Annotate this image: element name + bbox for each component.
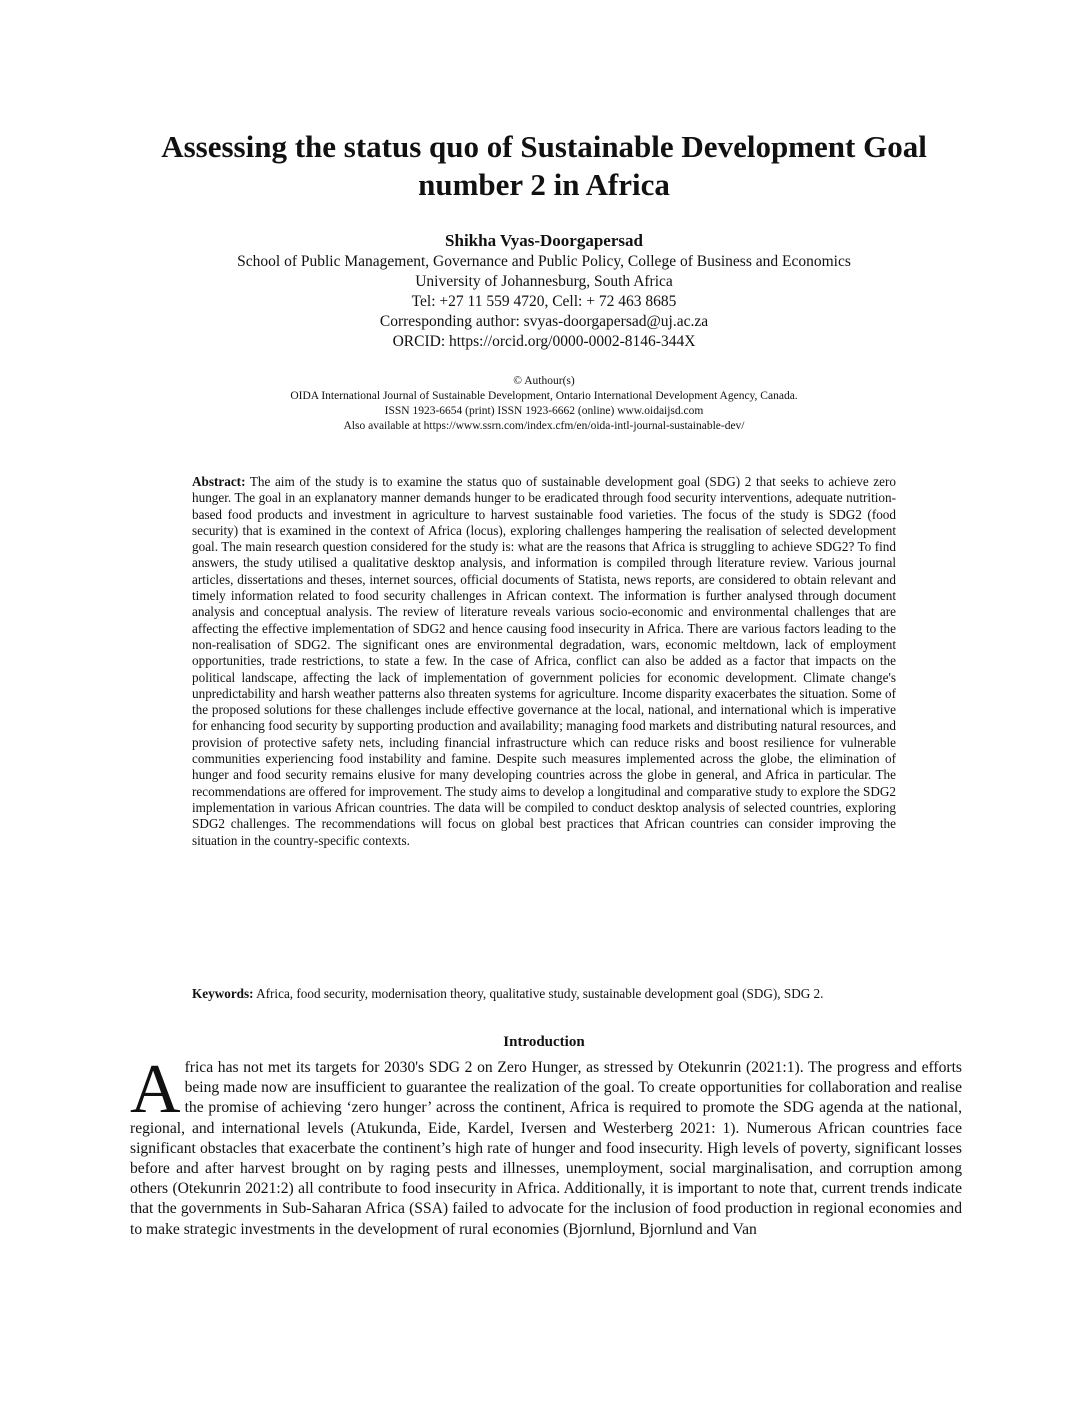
introduction-text: frica has not met its targets for 2030's SDG 2 on Zero Hunger, as stressed by Otekunrin (2021:1). The progress and efforts being made now are insufficient to guarantee the realization of the goal. To create opportunities for collaboration and realise the promise of achieving ‘zero hunger’ across the continent, Africa is required to promote the SDG agenda at the national, regional, and international levels (Atukunda, Eide, Kardel, Iversen and Westerberg 2021: 1). Numerous African countries face significant obstacles that exacerbate the continent’s high rate of hunger and food insecurity. High levels of poverty, significant losses before and after harvest brought on by raging pests and illnesses, unemployment, social marginalisation, and corruption among others (Otekunrin 2021:2) all contribute to food insecurity in Africa. Additionally, it is important to note that, current trends indicate that the governments in Sub-Saharan Africa (SSA) failed to advocate for the inclusion of food production in regional economies and to make strategic investments in the development of rural economies (Bjornlund, Bjornlund and Van (130, 1059, 962, 1238)
copyright-line: © Authour(s) (513, 375, 575, 387)
author-name: Shikha Vyas-Doorgapersad (445, 231, 643, 250)
availability-line: Also available at https://www.ssrn.com/index.cfm/en/oida-intl-journal-sustainable-dev/ (343, 420, 745, 432)
introduction-paragraph (130, 1051, 962, 1240)
abstract (192, 474, 896, 849)
abstract-text: The aim of the study is to examine the status quo of sustainable development goal (SDG) 2 that seeks to achieve zero hunger. The goal in an explanatory manner demands hunger to be eradicated through food security interventions, adequate nutrition-based food products and investment in agriculture to harvest sustainable food varieties. The focus of the study is SDG2 (food security) that is examined in the context of Africa (locus), exploring challenges hampering the realisation of selected development goal. The main research question considered for the study is: what are the reasons that Africa is struggling to achieve SDG2? To find answers, the study utilised a qualitative desktop analysis, and information is compiled through literature review. Various journal articles, dissertations and theses, internet sources, official documents of Statista, news reports, are considered to obtain relevant and timely information related to food security challenges in African context. The information is further analysed through document analysis and conceptual analysis. The review of literature reveals various socio-economic and environmental challenges that are affecting the effective implementation of SDG2 and hence causing food insecurity in Africa. There are various factors leading to the non-realisation of SDG2. The significant ones are environmental degradation, wars, economic meltdown, lack of employment opportunities, trade restrictions, to state a few. In the case of Africa, conflict can also be added as a factor that impacts on the political landscape, affecting the lack of implementation of government policies for economic development. Climate change's unpredictability and harsh weather patterns also threaten systems for agriculture. Income disparity exacerbates the situation. Some of the proposed solutions for these challenges include effective governance at the local, national, and international which is imperative for enhancing food security by supporting production and availability; managing food markets and distributing natural resources, and provision of protective safety nets, including financial infrastructure which can reduce risks and boost resilience for vulnerable communities experiencing food instability and famine. Despite such measures implemented across the globe, the elimination of hunger and food security remains elusive for many developing countries across the globe in general, and Africa in particular. The recommendations are offered for improvement. The study aims to develop a longitudinal and comparative study to explore the SDG2 implementation in various African countries. The data will be compiled to conduct desktop analysis of selected countries, exploring SDG2 challenges. The recommendations will focus on global best practices that African countries can consider improving the situation in the country-specific contexts. (192, 474, 896, 848)
journal-line: OIDA International Journal of Sustainable Development, Ontario International Development Agency, Canada. (290, 390, 798, 402)
keywords-text: Africa, food security, modernisation theory, qualitative study, sustainable development goal (SDG), SDG 2. (256, 986, 824, 1001)
author-block (130, 230, 958, 352)
issn-line: ISSN 1923-6654 (print) ISSN 1923-6662 (online) www.oidaijsd.com (384, 405, 704, 417)
author-university: University of Johannesburg, South Africa (415, 273, 673, 290)
author-corresponding: Corresponding author: svyas-doorgapersad@uj.ac.za (379, 313, 709, 330)
publication-info (130, 374, 958, 434)
drop-cap: A (130, 1051, 181, 1128)
paper-title: Assessing the status quo of Sustainable Development Goal number 2 in Africa (161, 129, 927, 202)
author-phone: Tel: +27 11 559 4720, Cell: + 72 463 8685 (411, 293, 677, 310)
keywords (192, 986, 896, 1002)
introduction-heading: Introduction (503, 1034, 585, 1050)
author-orcid: ORCID: https://orcid.org/0000-0002-8146-344X (392, 333, 696, 350)
keywords-label: Keywords: (192, 986, 254, 1001)
abstract-label: Abstract: (192, 474, 246, 489)
author-affiliation: School of Public Management, Governance and Public Policy, College of Business and Economics (237, 253, 851, 270)
